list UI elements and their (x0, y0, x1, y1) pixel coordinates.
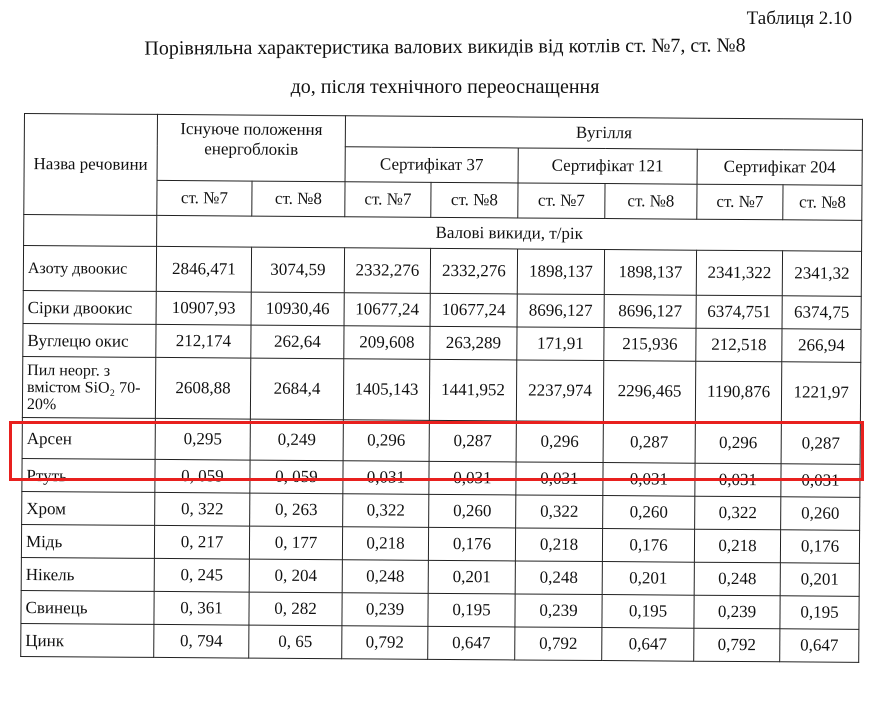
cell: 0,647 (780, 629, 859, 663)
cell: 0, 361 (154, 591, 249, 625)
cell: 0, 322 (155, 492, 250, 526)
header-st8: ст. №8 (431, 182, 518, 218)
cell: 0,647 (428, 626, 515, 660)
cell: 0,239 (342, 593, 428, 627)
cell: 10907,93 (156, 291, 251, 325)
table-row (23, 246, 861, 297)
cell: 0, 177 (249, 526, 342, 560)
cell: 2341,322 (696, 250, 782, 296)
cell: 2608,88 (155, 357, 250, 419)
row-name: Свинець (21, 590, 154, 624)
row-name: Хром (22, 491, 155, 525)
cell: 2846,471 (156, 246, 251, 292)
table-subtitle: до, після технічного переоснащення (290, 76, 600, 98)
row-name: Ртуть (22, 458, 155, 492)
cell: 0,176 (428, 527, 515, 561)
cell: 212,174 (156, 324, 251, 358)
header-coal: Вугілля (345, 116, 862, 151)
header-st7: ст. №7 (157, 180, 252, 216)
cell: 0, 217 (154, 525, 249, 559)
cell: 0,201 (780, 563, 859, 597)
cell: 0, 282 (249, 592, 342, 626)
cell: 0,031 (781, 464, 860, 498)
cell: 0,201 (602, 562, 694, 596)
cell: 6374,75 (782, 296, 861, 330)
cell: 2296,465 (603, 361, 695, 423)
header-st7: ст. №7 (518, 183, 605, 219)
cell: 2684,4 (250, 358, 343, 420)
header-st7: ст. №7 (697, 184, 783, 220)
row-name: Арсен (22, 417, 155, 459)
cell: 2341,32 (782, 251, 861, 297)
cell: 209,608 (344, 326, 430, 360)
cell: 0,248 (694, 562, 780, 596)
cell: 1898,137 (517, 249, 604, 295)
cell: 0,218 (342, 527, 428, 561)
cell: 0, 65 (249, 625, 342, 659)
cell: 0,031 (343, 461, 429, 495)
cell: 0,031 (695, 463, 781, 497)
cell: 212,518 (696, 328, 782, 362)
row-name: Цинк (21, 623, 154, 657)
cell: 0,239 (515, 594, 602, 628)
highlight-box (9, 421, 864, 481)
header-empty (24, 215, 157, 247)
cell: 0,647 (602, 628, 694, 662)
cell: 0,296 (695, 422, 781, 464)
cell: 0,260 (781, 497, 860, 531)
cell: 0, 794 (154, 624, 249, 658)
header-units: Валові викиди, т/рік (157, 215, 862, 251)
row-name: Пил неорг. з вмістом SiO₂ 70-20% (22, 356, 155, 418)
cell: 8696,127 (517, 294, 604, 328)
cell: 0,218 (515, 528, 602, 562)
header-st8: ст. №8 (252, 181, 345, 217)
cell: 0,792 (694, 628, 780, 662)
cell: 0,249 (250, 419, 343, 461)
cell: 0,322 (516, 495, 603, 529)
cell: 10930,46 (251, 292, 344, 326)
cell: 2332,276 (430, 248, 517, 294)
cell: 0,195 (602, 595, 694, 629)
row-name: Сірки двоокис (23, 290, 156, 324)
cell: 1221,97 (781, 362, 861, 424)
cell: 0, 263 (250, 493, 343, 527)
cell: 0,322 (695, 496, 781, 530)
cell: 3074,59 (251, 247, 344, 293)
cell: 266,94 (782, 329, 861, 363)
cell: 0,218 (694, 529, 780, 563)
cell: 0,792 (342, 626, 428, 660)
cell: 0, 059 (155, 459, 250, 493)
cell: 0,287 (429, 420, 516, 462)
header-st8: ст. №8 (783, 185, 862, 221)
header-name: Назва речовини (24, 114, 158, 216)
header-cert37: Сертифікат 37 (345, 147, 518, 183)
cell: 215,936 (604, 328, 696, 362)
header-st7: ст. №7 (345, 182, 431, 218)
emissions-table (20, 113, 863, 663)
cell: 0,195 (428, 593, 515, 627)
cell: 8696,127 (604, 295, 696, 329)
header-st8: ст. №8 (605, 184, 697, 220)
cell: 1898,137 (604, 250, 696, 296)
cell: 0,296 (343, 420, 429, 462)
cell: 0,260 (603, 496, 695, 530)
cell: 0,031 (429, 461, 516, 495)
cell: 0,176 (602, 529, 694, 563)
cell: 1190,876 (695, 361, 781, 423)
cell: 0,792 (515, 627, 602, 661)
row-name: Азоту двоокис (23, 246, 156, 292)
cell: 0,248 (342, 560, 428, 594)
cell: 10677,24 (344, 293, 430, 327)
cell: 0,296 (516, 421, 603, 463)
cell: 0,260 (429, 494, 516, 528)
row-name: Нікель (21, 557, 154, 591)
table-number: Таблиця 2.10 (746, 8, 852, 29)
cell: 171,91 (517, 327, 604, 361)
cell: 263,289 (430, 326, 517, 360)
cell: 0,031 (516, 462, 603, 496)
cell: 0,031 (603, 463, 695, 497)
header-cert121: Сертифікат 121 (518, 148, 697, 184)
cell: 0,287 (781, 423, 860, 465)
table-row (22, 356, 860, 423)
table-title: Порівняльна характеристика валових викидів від котлів ст. №7, ст. №8 (144, 34, 746, 60)
table-row (21, 623, 859, 662)
cell: 0,322 (343, 494, 429, 528)
cell: 0,201 (428, 560, 515, 594)
cell: 0,195 (780, 596, 859, 630)
cell: 0,239 (694, 595, 780, 629)
row-name: Вуглецю окис (23, 323, 156, 357)
cell: 0, 059 (250, 460, 343, 494)
cell: 262,64 (251, 325, 344, 359)
cell: 0,248 (515, 561, 602, 595)
cell: 0, 245 (154, 558, 249, 592)
cell: 1405,143 (343, 359, 429, 421)
cell: 2237,974 (516, 360, 603, 422)
header-cert204: Сертифікат 204 (697, 149, 862, 185)
cell: 0, 204 (249, 559, 342, 593)
cell: 10677,24 (430, 293, 517, 327)
cell: 0,295 (155, 418, 250, 460)
cell: 1441,952 (429, 359, 516, 421)
header-existing: Існуюче положення енергоблоків (157, 114, 345, 181)
cell: 0,176 (780, 530, 859, 564)
cell: 0,287 (603, 422, 695, 464)
cell: 6374,751 (696, 295, 782, 329)
cell: 2332,276 (344, 248, 430, 294)
row-name: Мідь (21, 524, 154, 558)
